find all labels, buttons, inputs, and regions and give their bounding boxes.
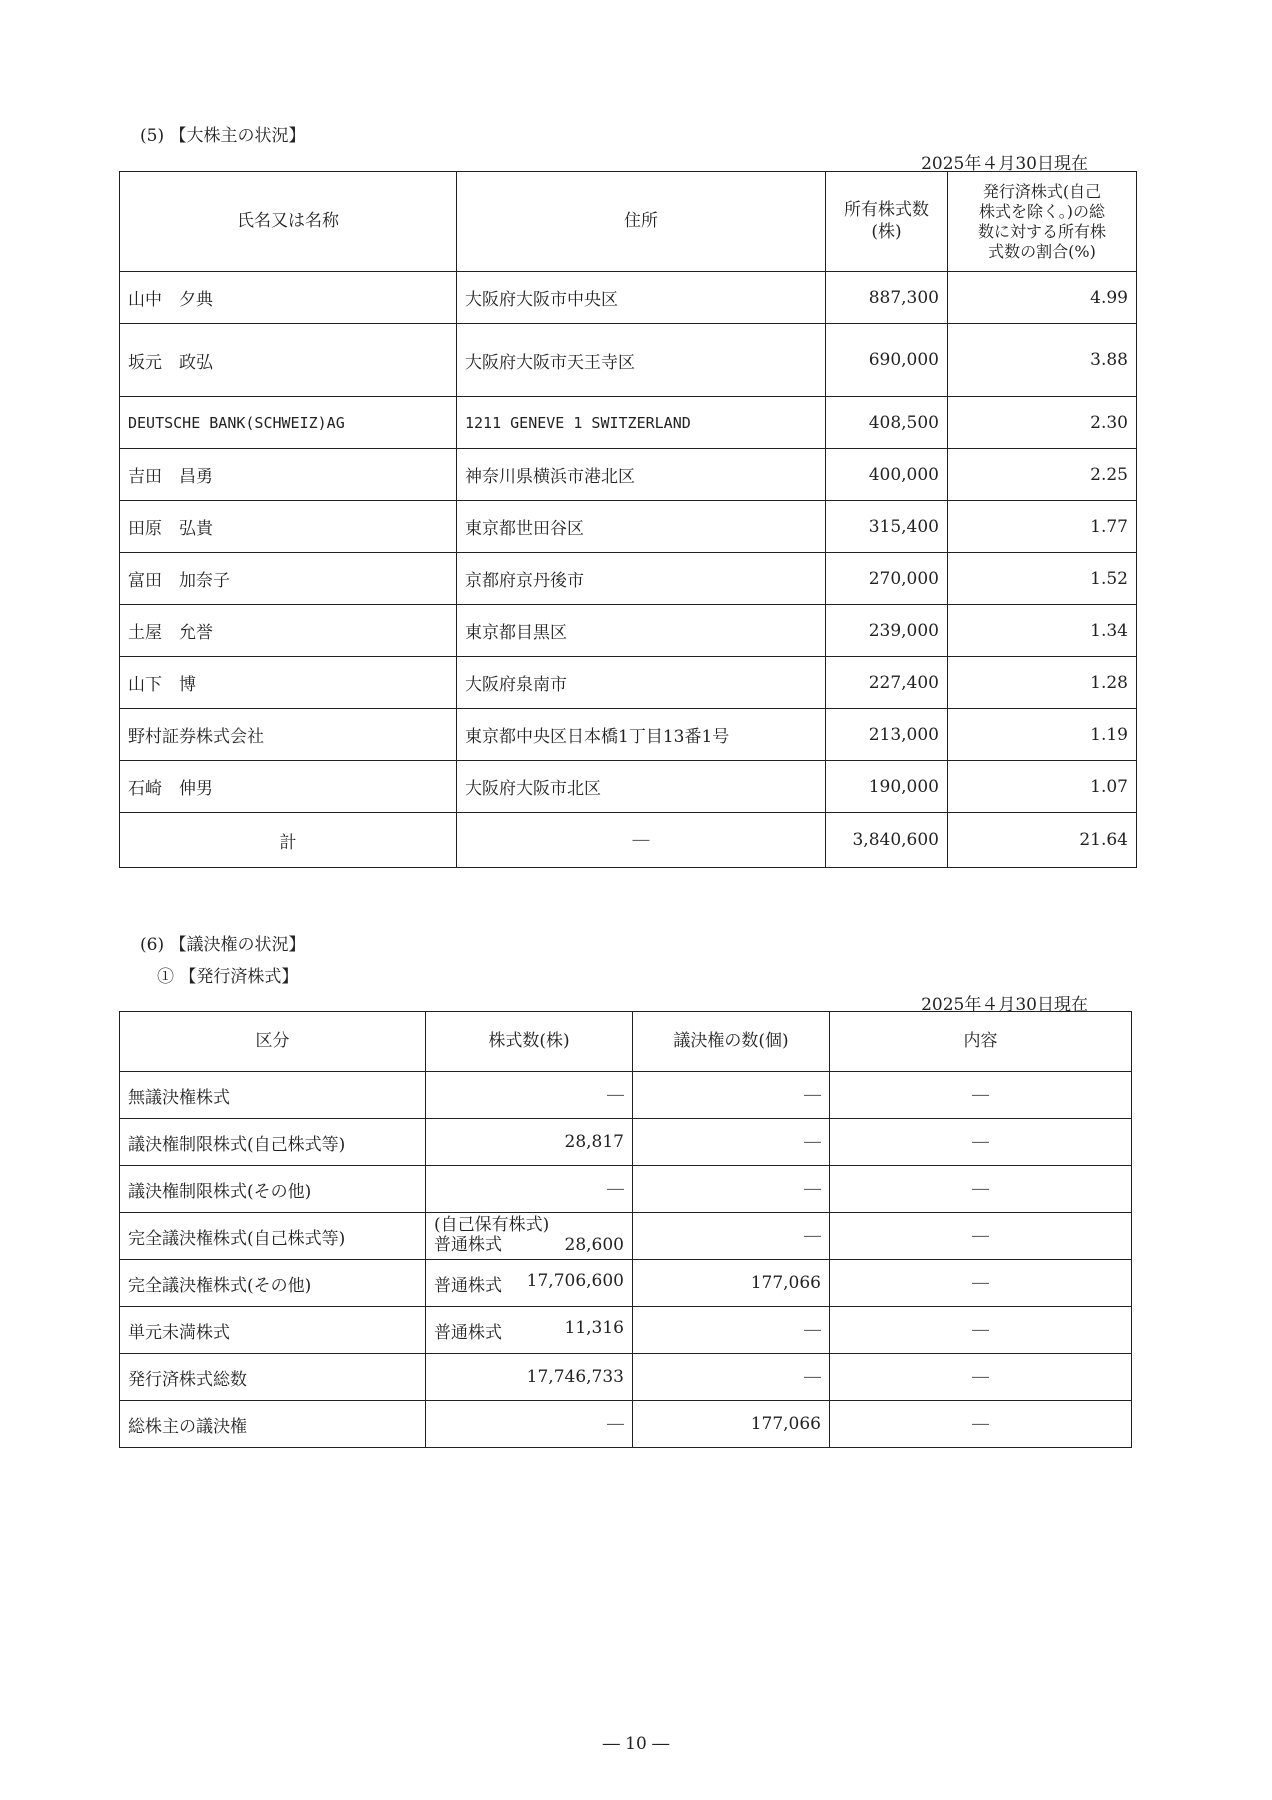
section6-heading: (6) 【議決権の状況】 <box>140 935 306 955</box>
shareholder-name: 田原 弘貴 <box>120 501 457 553</box>
section5-as-of-date: 2025年４月30日現在 <box>921 154 1088 174</box>
shares-cell: ― <box>426 1401 633 1448</box>
content-cell: ― <box>830 1401 1132 1448</box>
votes-cell: 177,066 <box>633 1260 830 1307</box>
total-address: ― <box>457 813 826 868</box>
header-votes: 議決権の数(個) <box>633 1012 830 1072</box>
shareholder-shares: 690,000 <box>826 324 948 397</box>
header-name: 氏名又は名称 <box>120 172 457 272</box>
shareholder-name: 富田 加奈子 <box>120 553 457 605</box>
category-cell: 完全議決権株式(その他) <box>120 1260 426 1307</box>
header-content: 内容 <box>830 1012 1132 1072</box>
shareholder-ratio: 2.25 <box>948 449 1137 501</box>
page-number: ― 10 ― <box>602 1734 670 1754</box>
shares-type: 普通株式 <box>434 1322 502 1343</box>
shareholder-address: 神奈川県横浜市港北区 <box>457 449 826 501</box>
table-header-row <box>120 172 1137 272</box>
section6-as-of-date: 2025年４月30日現在 <box>921 995 1088 1015</box>
shareholder-ratio: 1.19 <box>948 709 1137 761</box>
votes-cell: ― <box>633 1213 830 1260</box>
category-cell: 単元未満株式 <box>120 1307 426 1354</box>
category-cell: 議決権制限株式(自己株式等) <box>120 1119 426 1166</box>
shareholder-address: 京都府京丹後市 <box>457 553 826 605</box>
table-row <box>120 501 1137 553</box>
votes-cell: ― <box>633 1307 830 1354</box>
content-cell: ― <box>830 1260 1132 1307</box>
shareholder-name: 野村証券株式会社 <box>120 709 457 761</box>
shares-cell <box>426 1213 633 1260</box>
votes-cell: ― <box>633 1354 830 1401</box>
shares-type: 普通株式 <box>434 1275 502 1296</box>
shareholder-name: 吉田 昌勇 <box>120 449 457 501</box>
shares-cell: ― <box>426 1166 633 1213</box>
shareholder-shares: 270,000 <box>826 553 948 605</box>
table-row <box>120 1119 1132 1166</box>
shareholder-ratio: 1.07 <box>948 761 1137 813</box>
shares-value: 17,706,600 <box>526 1270 624 1291</box>
shareholder-address: 大阪府大阪市中央区 <box>457 272 826 324</box>
header-address: 住所 <box>457 172 826 272</box>
shareholder-name: DEUTSCHE BANK(SCHWEIZ)AG <box>120 397 457 449</box>
total-shares: 3,840,600 <box>826 813 948 868</box>
total-row <box>120 813 1137 868</box>
table-header-row <box>120 1012 1132 1072</box>
table-row <box>120 1307 1132 1354</box>
shareholder-address: 東京都中央区日本橋1丁目13番1号 <box>457 709 826 761</box>
shares-value: 11,316 <box>564 1317 624 1338</box>
shares-breakdown <box>434 1318 624 1343</box>
total-ratio: 21.64 <box>948 813 1137 868</box>
content-cell: ― <box>830 1166 1132 1213</box>
shareholder-ratio: 2.30 <box>948 397 1137 449</box>
table-row <box>120 1354 1132 1401</box>
table-row <box>120 324 1137 397</box>
shares-cell: 17,746,733 <box>426 1354 633 1401</box>
shares-note: (自己保有株式) <box>434 1215 550 1236</box>
table-row <box>120 553 1137 605</box>
table-row <box>120 1213 1132 1260</box>
content-cell: ― <box>830 1213 1132 1260</box>
content-cell: ― <box>830 1307 1132 1354</box>
shares-breakdown <box>434 1271 624 1296</box>
shareholder-shares: 227,400 <box>826 657 948 709</box>
shareholder-name: 山中 夕典 <box>120 272 457 324</box>
total-label: 計 <box>120 813 457 868</box>
shareholder-address: 東京都世田谷区 <box>457 501 826 553</box>
shareholder-name: 石崎 伸男 <box>120 761 457 813</box>
shareholder-shares: 408,500 <box>826 397 948 449</box>
shareholder-ratio: 3.88 <box>948 324 1137 397</box>
shareholder-name: 土屋 允誉 <box>120 605 457 657</box>
shareholder-name: 坂元 政弘 <box>120 324 457 397</box>
table-row <box>120 272 1137 324</box>
shares-cell <box>426 1260 633 1307</box>
table-row <box>120 1072 1132 1119</box>
table-row <box>120 1166 1132 1213</box>
shares-type: 普通株式 <box>434 1235 502 1255</box>
shareholder-ratio: 4.99 <box>948 272 1137 324</box>
content-cell: ― <box>830 1119 1132 1166</box>
shareholder-ratio: 1.28 <box>948 657 1137 709</box>
table-row <box>120 1260 1132 1307</box>
content-cell: ― <box>830 1072 1132 1119</box>
category-cell: 無議決権株式 <box>120 1072 426 1119</box>
table-row <box>120 657 1137 709</box>
voting-rights-table <box>119 1011 1132 1448</box>
header-ratio: 発行済株式(自己 株式を除く。)の総 数に対する所有株 式数の割合(%) <box>948 172 1137 272</box>
shareholder-address: 大阪府泉南市 <box>457 657 826 709</box>
table-row <box>120 1401 1132 1448</box>
shares-value: 28,600 <box>564 1235 624 1255</box>
category-cell: 総株主の議決権 <box>120 1401 426 1448</box>
shareholder-address: 大阪府大阪市北区 <box>457 761 826 813</box>
shareholder-ratio: 1.77 <box>948 501 1137 553</box>
shareholder-shares: 239,000 <box>826 605 948 657</box>
shareholder-shares: 190,000 <box>826 761 948 813</box>
votes-cell: 177,066 <box>633 1401 830 1448</box>
shareholder-address: 1211 GENEVE 1 SWITZERLAND <box>457 397 826 449</box>
shares-cell: ― <box>426 1072 633 1119</box>
shares-breakdown <box>434 1236 624 1256</box>
category-cell: 発行済株式総数 <box>120 1354 426 1401</box>
shareholder-shares: 887,300 <box>826 272 948 324</box>
shares-cell <box>426 1307 633 1354</box>
header-category: 区分 <box>120 1012 426 1072</box>
category-cell: 完全議決権株式(自己株式等) <box>120 1213 426 1260</box>
category-cell: 議決権制限株式(その他) <box>120 1166 426 1213</box>
shareholder-address: 大阪府大阪市天王寺区 <box>457 324 826 397</box>
table-row <box>120 449 1137 501</box>
shareholder-shares: 315,400 <box>826 501 948 553</box>
header-shares: 所有株式数 (株) <box>826 172 948 272</box>
votes-cell: ― <box>633 1119 830 1166</box>
table-row <box>120 709 1137 761</box>
shareholder-address: 東京都目黒区 <box>457 605 826 657</box>
votes-cell: ― <box>633 1072 830 1119</box>
section5-heading: (5) 【大株主の状況】 <box>140 126 306 146</box>
table-row <box>120 605 1137 657</box>
shareholder-shares: 213,000 <box>826 709 948 761</box>
section6-subheading: ① 【発行済株式】 <box>157 967 299 987</box>
table-row <box>120 397 1137 449</box>
shareholder-ratio: 1.34 <box>948 605 1137 657</box>
shareholder-name: 山下 博 <box>120 657 457 709</box>
shareholder-ratio: 1.52 <box>948 553 1137 605</box>
table-row <box>120 761 1137 813</box>
header-shares: 株式数(株) <box>426 1012 633 1072</box>
content-cell: ― <box>830 1354 1132 1401</box>
shares-cell: 28,817 <box>426 1119 633 1166</box>
votes-cell: ― <box>633 1166 830 1213</box>
major-shareholders-table <box>119 171 1137 868</box>
shareholder-shares: 400,000 <box>826 449 948 501</box>
